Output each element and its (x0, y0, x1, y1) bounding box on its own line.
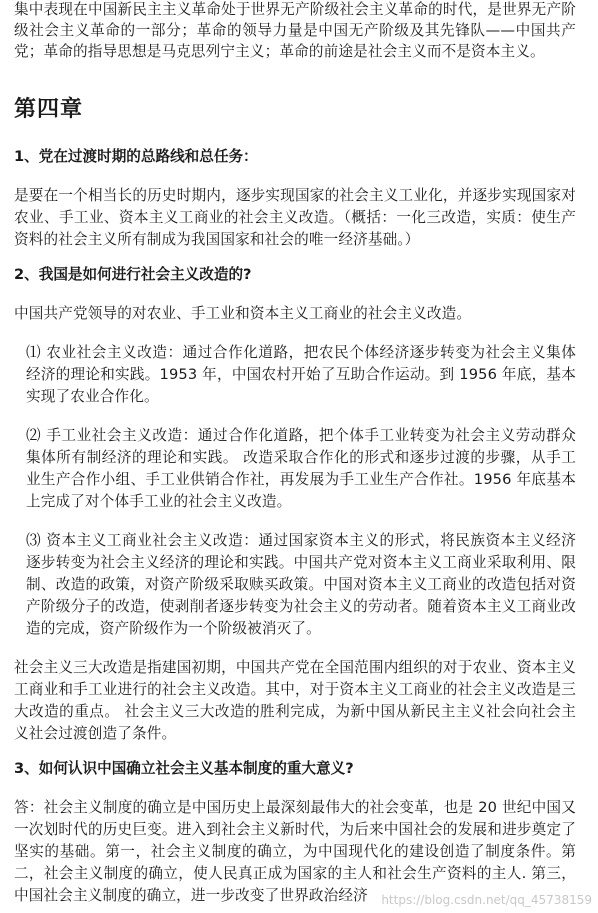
reform-item-handicraft: ⑵ 手工业社会主义改造：通过合作化道路，把个体手工业转变为社会主义劳动群众集体所有制经济的理论和实践。 改造采取合作化的形式和逐步过渡的步骤，从手工业生产合作小组、手工业供销合作社，再发展为手工业生产合作社。1956 年底基本上完成了对个体手工业的社会主义改造。 (26, 427, 576, 510)
document-page (14, 0, 576, 907)
watermark: https://blog.csdn.net/qq_45738159 (381, 893, 592, 907)
question-2-intro: 中国共产党领导的对农业、手工业和资本主义工商业的社会主义改造。 (14, 305, 472, 322)
intro-paragraph: 集中表现在中国新民主主义革命处于世界无产阶级社会主义革命的时代，是世界无产阶级社会主义革命的一部分；革命的领导力量是中国无产阶级及其先锋队——中国共产党；革命的指导思想是马克思列宁主义；革命的前途是社会主义而不是资本主义。 (14, 1, 576, 60)
question-1-title: 1、党在过渡时期的总路线和总任务： (14, 148, 258, 165)
question-3-answer: 答：社会主义制度的确立是中国历史上最深刻最伟大的社会变革，也是 20 世纪中国又一次划时代的历史巨变。进入到社会主义新时代，为后来中国社会的发展和进步奠定了坚实的基础。第一，社会主义制度的确立，为中国现代化的建设创造了制度条件。第二，社会主义制度的确立，使人民真正成为国家的主人和社会生产资料的主人. 第三，中国社会主义制度的确立，进一步改变了世界政治经济 (14, 799, 576, 904)
reform-item-commerce: ⑶ 资本主义工商业社会主义改造：通过国家资本主义的形式，将民族资本主义经济逐步转变为社会主义经济的理论和实践。中国共产党对资本主义工商业采取利用、限制、改造的政策，对资产阶级采取赎买政策。中国对资本主义工商业的改造包括对资产阶级分子的改造，使剥削者逐步转变为社会主义的劳动者。随着资本主义工商业改造的完成，资产阶级作为一个阶级被消灭了。 (26, 532, 576, 637)
question-2-title: 2、我国是如何进行社会主义改造的? (14, 266, 252, 283)
question-1-answer: 是要在一个相当长的历史时期内，逐步实现国家的社会主义工业化，并逐步实现国家对农业、手工业、资本主义工商业的社会主义改造。（概括：一化三改造，实质：使生产资料的社会主义所有制成为我国国家和社会的唯一经济基础。） (14, 187, 576, 248)
question-3-title: 3、如何认识中国确立社会主义基本制度的重大意义? (14, 760, 354, 777)
question-2-summary: 社会主义三大改造是指建国初期，中国共产党在全国范围内组织的对于农业、资本主义工商业和手工业进行的社会主义改造。其中，对于资本主义工商业的社会主义改造是三大改造的重点。 社会主义三大改造的胜利完成，为新中国从新民主主义社会向社会主义社会过渡创造了条件。 (14, 659, 576, 742)
chapter-title: 第四章 (14, 97, 84, 122)
reform-item-agriculture: ⑴ 农业社会主义改造：通过合作化道路，把农民个体经济逐步转变为社会主义集体经济的理论和实践。1953 年，中国农村开始了互助合作运动。到 1956 年底，基本实现了农业合作化。 (26, 344, 576, 405)
